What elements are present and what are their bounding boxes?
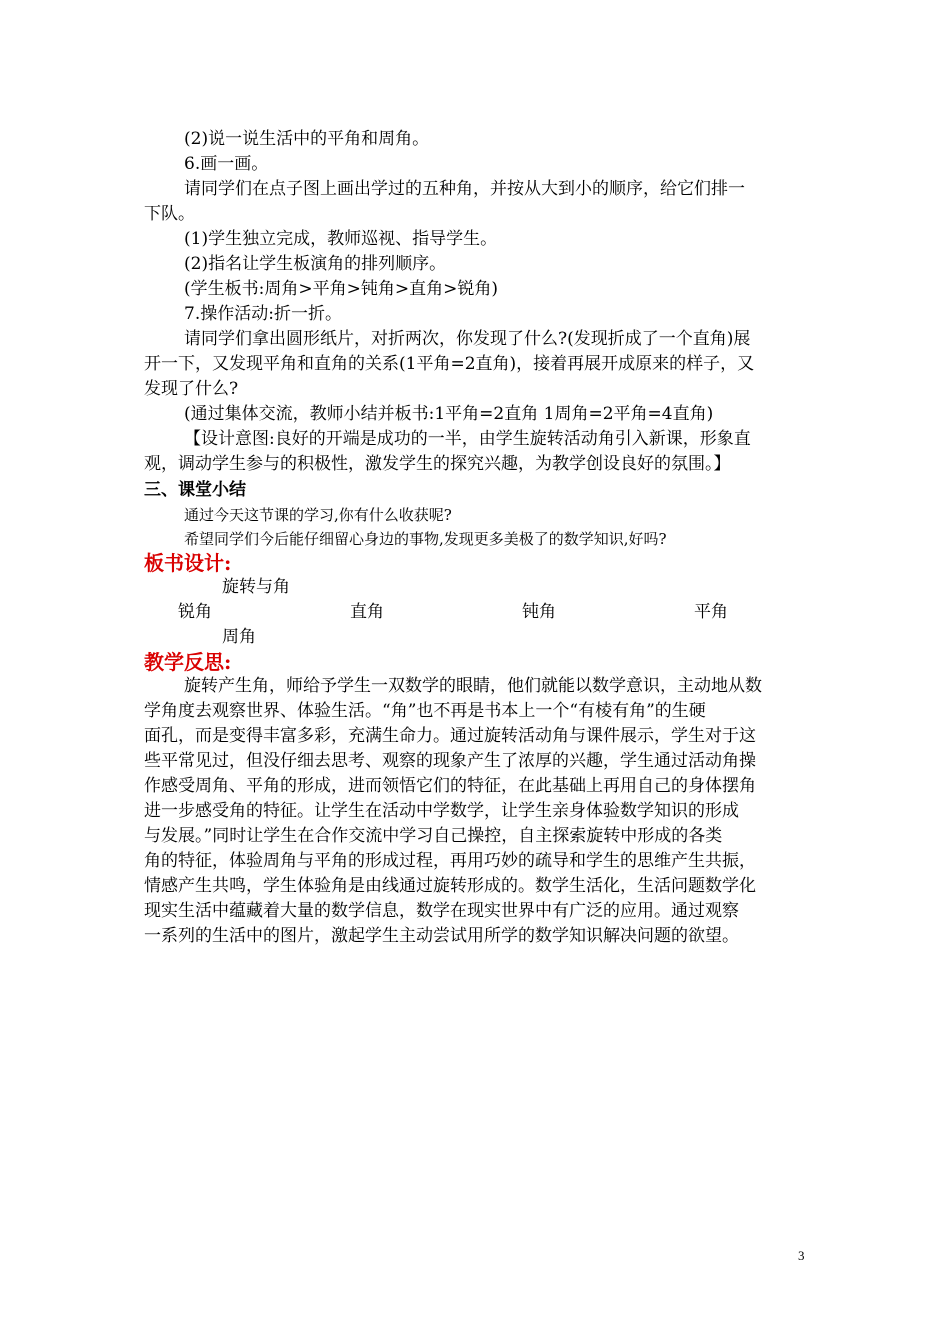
board-angle: 直角 bbox=[350, 602, 384, 622]
reflection-line: 作感受周角、平角的形成，进而领悟它们的特征，在此基础上再用自己的身体摆角 bbox=[144, 776, 756, 796]
text-line: (通过集体交流，教师小结并板书:1平角=2直角 1周角=2平角=4直角) bbox=[184, 404, 714, 424]
text-line: 希望同学们今后能仔细留心身边的事物,发现更多美极了的数学知识,好吗? bbox=[184, 530, 667, 548]
board-angle: 平角 bbox=[694, 602, 728, 622]
reflection-line: 些平常见过，但没仔细去思考、观察的现象产生了浓厚的兴趣，学生通过活动角操 bbox=[144, 751, 756, 771]
board-angle: 钝角 bbox=[522, 602, 556, 622]
reflection-line: 角的特征，体验周角与平角的形成过程，再用巧妙的疏导和学生的思维产生共振， bbox=[144, 851, 756, 871]
reflection-line: 学角度去观察世界、体验生活。“角”也不再是书本上一个“有棱有角”的生硬 bbox=[144, 701, 706, 721]
reflection-line: 旋转产生角，师给予学生一双数学的眼睛，他们就能以数学意识，主动地从数 bbox=[184, 676, 762, 696]
reflection-line: 一系列的生活中的图片，激起学生主动尝试用所学的数学知识解决问题的欲望。 bbox=[144, 926, 739, 946]
design-intent-line: 【设计意图:良好的开端是成功的一半，由学生旋转活动角引入新课，形象直 bbox=[184, 429, 751, 449]
text-line: (2)说一说生活中的平角和周角。 bbox=[184, 129, 430, 149]
board-title: 旋转与角 bbox=[222, 577, 290, 597]
text-line: (学生板书:周角>平角>钝角>直角>锐角) bbox=[184, 279, 498, 299]
reflection-line: 进一步感受角的特征。让学生在活动中学数学，让学生亲身体验数学知识的形成 bbox=[144, 801, 739, 821]
board-angle: 周角 bbox=[222, 627, 256, 647]
text-line: (1)学生独立完成，教师巡视、指导学生。 bbox=[184, 229, 498, 249]
text-line: 请同学们在点子图上画出学过的五种角，并按从大到小的顺序，给它们排一 bbox=[184, 179, 745, 199]
board-angle: 锐角 bbox=[178, 602, 212, 622]
reflection-line: 情感产生共鸣，学生体验角是由线通过旋转形成的。数学生活化，生活问题数学化 bbox=[144, 876, 756, 896]
page-number: 3 bbox=[798, 1248, 805, 1263]
text-line: 发现了什么? bbox=[144, 379, 239, 399]
text-line: 7.操作活动:折一折。 bbox=[184, 304, 342, 324]
design-intent-line: 观，调动学生参与的积极性，激发学生的探究兴趣，为教学创设良好的氛围。】 bbox=[144, 454, 731, 474]
reflection-line: 现实生活中蕴藏着大量的数学信息，数学在现实世界中有广泛的应用。通过观察 bbox=[144, 901, 739, 921]
text-line: 通过今天这节课的学习,你有什么收获呢? bbox=[184, 506, 452, 524]
text-line: 6.画一画。 bbox=[184, 154, 269, 174]
text-line: 下队。 bbox=[144, 204, 195, 224]
text-line: (2)指名让学生板演角的排列顺序。 bbox=[184, 254, 447, 274]
reflection-line: 与发展。”同时让学生在合作交流中学习自己操控，自主探索旋转中形成的各类 bbox=[144, 826, 723, 846]
reflection-heading: 教学反思: bbox=[144, 650, 232, 674]
section-heading: 三、课堂小结 bbox=[144, 480, 246, 500]
text-line: 请同学们拿出圆形纸片，对折两次，你发现了什么?(发现折成了一个直角)展 bbox=[184, 329, 751, 349]
board-design-heading: 板书设计: bbox=[144, 551, 232, 575]
text-line: 开一下，又发现平角和直角的关系(1平角=2直角)，接着再展开成原来的样子，又 bbox=[144, 354, 755, 374]
reflection-line: 面孔，而是变得丰富多彩，充满生命力。通过旋转活动角与课件展示，学生对于这 bbox=[144, 726, 756, 746]
